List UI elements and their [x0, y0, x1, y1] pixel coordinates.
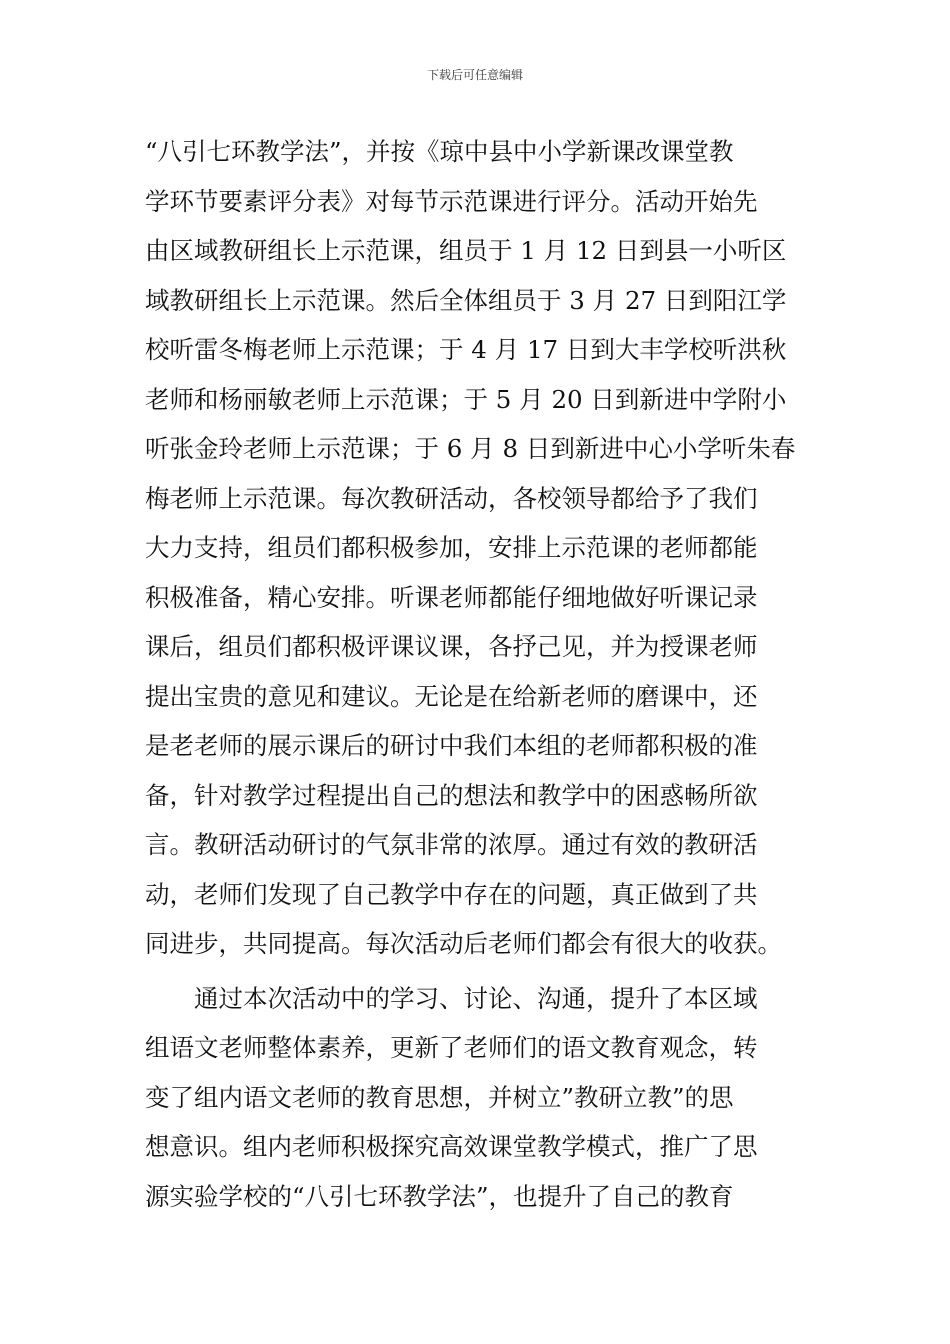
text-line: 由区域教研组长上示范课，组员于 1 月 12 日到县一小听区: [145, 236, 787, 265]
text-line: 变了组内语文老师的教育思想，并树立”教研立教”的思: [145, 1082, 734, 1112]
text-line: 校听雷冬梅老师上示范课；于 4 月 17 日到大丰学校听洪秋: [145, 335, 787, 364]
text-line: 听张金玲老师上示范课；于 6 月 8 日到新进中心小学听朱春: [145, 434, 796, 463]
text-line: 同进步，共同提高。每次活动后老师们都会有很大的收获。: [145, 929, 782, 958]
text-line: “八引七环教学法”，并按《琼中县中小学新课改课堂教: [145, 137, 734, 166]
text-line: 大力支持，组员们都积极参加，安排上示范课的老师都能: [145, 533, 758, 562]
text-line: 源实验学校的“八引七环教学法”，也提升了自己的教育: [145, 1181, 734, 1211]
text-line: 积极准备，精心安排。听课老师都能仔细地做好听课记录: [145, 582, 758, 612]
text-line: 梅老师上示范课。每次教研活动，各校领导都给予了我们: [145, 483, 758, 513]
text-line: 组语文老师整体素养，更新了老师们的语文教育观念，转: [145, 1033, 758, 1062]
text-line: 想意识。组内老师积极探究高效课堂教学模式，推广了思: [145, 1132, 758, 1161]
text-line: 是老老师的展示课后的研讨中我们本组的老师都积极的准: [145, 731, 758, 760]
text-line: 课后，组员们都积极评课议课，各抒己见，并为授课老师: [145, 632, 758, 661]
text-line: 动，老师们发现了自己教学中存在的问题，真正做到了共: [145, 879, 758, 909]
text-line: 老师和杨丽敏老师上示范课；于 5 月 20 日到新进中学附小: [145, 384, 787, 414]
document-body: [145, 127, 813, 1221]
text-line: 域教研组长上示范课。然后全体组员于 3 月 27 日到阳江学: [145, 285, 787, 315]
text-line: 备，针对教学过程提出自己的想法和教学中的困惑畅所欲: [145, 780, 758, 810]
text-line: 言。教研活动研讨的气氛非常的浓厚。通过有效的教研活: [145, 830, 758, 859]
paragraph-1: [145, 127, 813, 969]
page-header-note: 下载后可任意编辑: [426, 68, 523, 82]
text-line-indented: 通过本次活动中的学习、讨论、沟通，提升了本区域: [194, 983, 758, 1013]
text-line: 提出宝贵的意见和建议。无论是在给新老师的磨课中，还: [145, 681, 758, 711]
text-line: 学环节要素评分表》对每节示范课进行评分。活动开始先: [145, 186, 758, 216]
paragraph-2: [145, 974, 813, 1222]
